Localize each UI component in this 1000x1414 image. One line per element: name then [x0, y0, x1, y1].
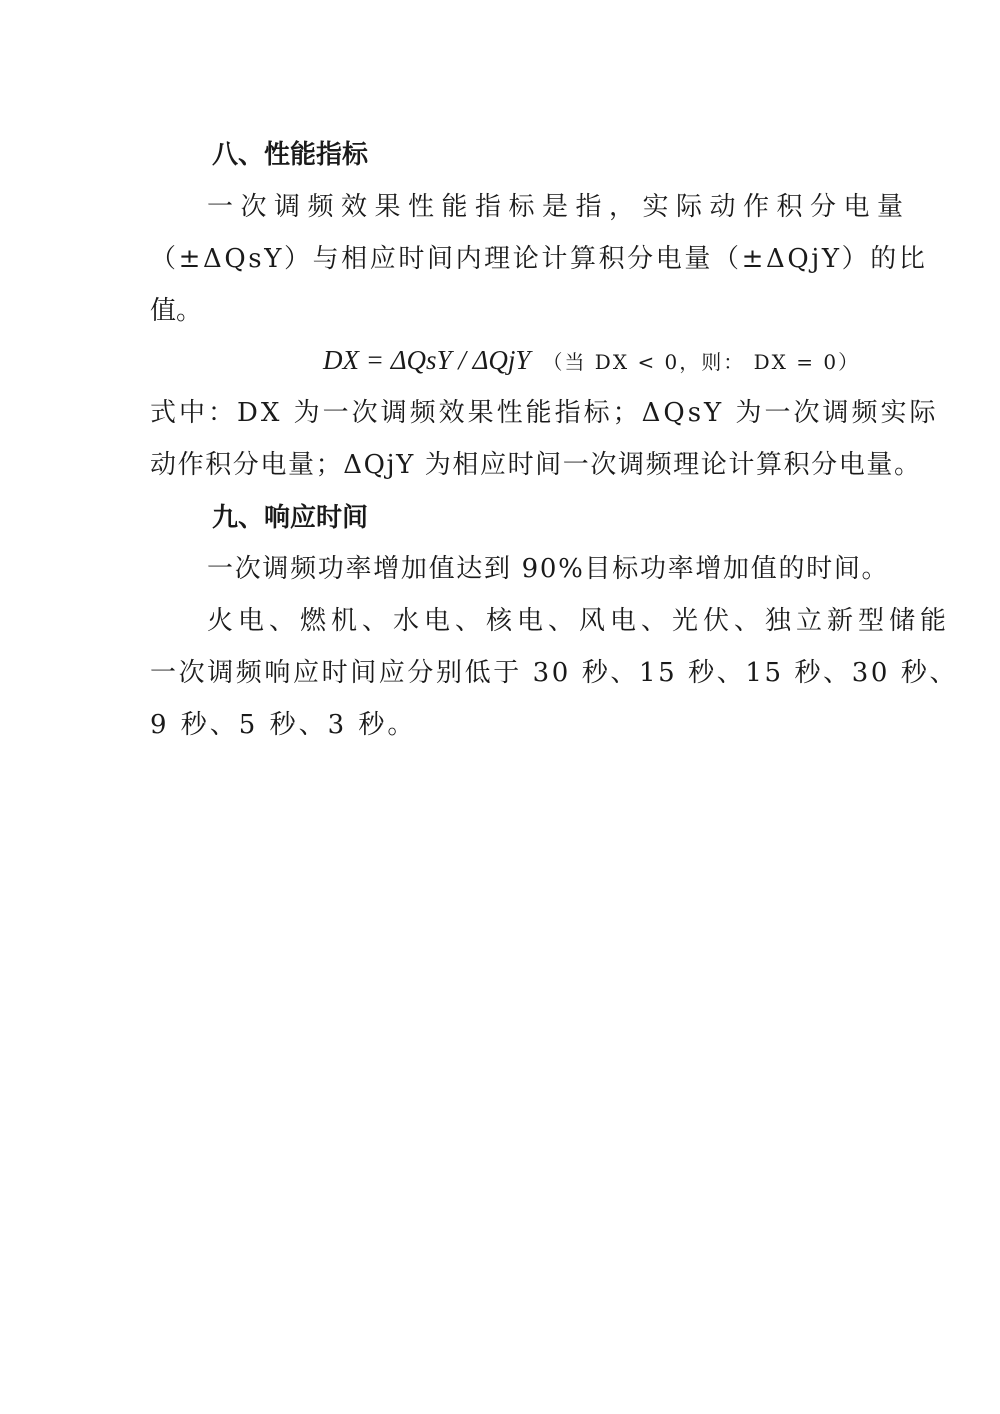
- section-9-paragraph-2-line-1: 火电、燃机、水电、核电、风电、光伏、独立新型储能: [207, 606, 952, 636]
- section-8-paragraph-2-line-1: 式中：DX 为一次调频效果性能指标；ΔQsY 为一次调频实际: [150, 398, 939, 428]
- section-8-paragraph-2-line-2: 动作积分电量；ΔQjY 为相应时间一次调频理论计算积分电量。: [150, 450, 922, 480]
- formula: [323, 344, 860, 378]
- formula-main: DX = ΔQsY / ΔQjY: [323, 345, 531, 375]
- section-8-heading: 八、性能指标: [212, 140, 369, 170]
- section-8-paragraph-1-line-1: 一次调频效果性能指标是指，实际动作积分电量: [207, 192, 911, 222]
- section-8-paragraph-1-line-2: （±ΔQsY）与相应时间内理论计算积分电量（±ΔQjY）的比: [150, 244, 928, 274]
- section-8-paragraph-1-line-3: 值。: [150, 296, 203, 326]
- section-9-heading: 九、响应时间: [212, 503, 369, 533]
- section-9-paragraph-2-line-3: 9 秒、5 秒、3 秒。: [150, 710, 417, 740]
- section-9-paragraph-2-line-2: 一次调频响应时间应分别低于 30 秒、15 秒、15 秒、30 秒、: [150, 658, 959, 688]
- section-9-paragraph-1-line-1: 一次调频功率增加值达到 90%目标功率增加值的时间。: [207, 554, 890, 584]
- formula-condition-note: （当 DX < 0，则： DX = 0）: [542, 350, 861, 374]
